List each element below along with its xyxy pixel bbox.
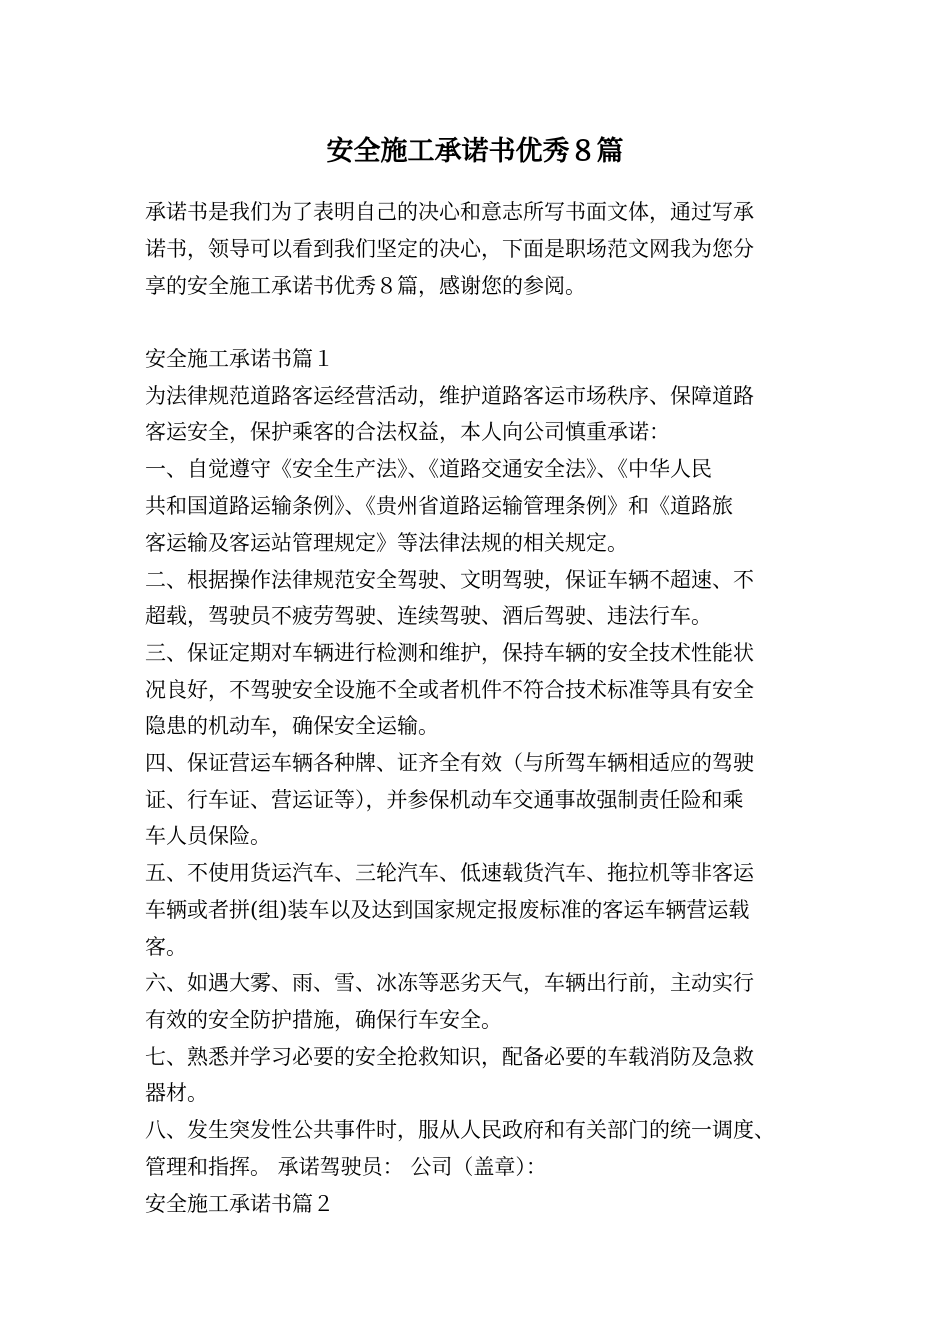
body-line: 四、保证营运车辆各种牌、证齐全有效（与所驾车辆相适应的驾驶 xyxy=(145,751,754,775)
body-line: 一、自觉遵守《安全生产法》、《道路交通安全法》、《中华人民 xyxy=(145,457,712,481)
document-title: 安全施工承诺书优秀８篇 xyxy=(326,136,624,167)
body-line: 客运安全，保护乘客的合法权益，本人向公司慎重承诺： xyxy=(145,420,670,444)
body-line: 为法律规范道路客运经营活动，维护道路客运市场秩序、保障道路 xyxy=(145,384,754,408)
body-line: 五、不使用货运汽车、三轮汽车、低速载货汽车、拖拉机等非客运 xyxy=(145,861,754,885)
body-line: 车人员保险。 xyxy=(145,824,271,848)
section-heading-2: 安全施工承诺书篇２ xyxy=(145,1192,334,1216)
body-line: 隐患的机动车，确保安全运输。 xyxy=(145,714,439,738)
body-line: 二、根据操作法律规范安全驾驶、文明驾驶，保证车辆不超速、不 xyxy=(145,568,754,592)
intro-line-2: 诺书，领导可以看到我们坚定的决心，下面是职场范文网我为您分 xyxy=(145,237,754,261)
body-line: 器材。 xyxy=(145,1081,208,1105)
body-line: 有效的安全防护措施，确保行车安全。 xyxy=(145,1008,502,1032)
body-line: 客运输及客运站管理规定》等法律法规的相关规定。 xyxy=(145,531,628,555)
body-line: 共和国道路运输条例》、《贵州省道路运输管理条例》和《道路旅 xyxy=(145,494,733,518)
body-line: 三、保证定期对车辆进行检测和维护，保持车辆的安全技术性能状 xyxy=(145,641,754,665)
intro-line-3: 享的安全施工承诺书优秀８篇，感谢您的参阅。 xyxy=(145,274,586,298)
section-heading-1: 安全施工承诺书篇１ xyxy=(145,347,334,371)
body-line: 六、如遇大雾、雨、雪、冰冻等恶劣天气，车辆出行前，主动实行 xyxy=(145,971,754,995)
body-line: 证、行车证、营运证等），并参保机动车交通事故强制责任险和乘 xyxy=(145,788,744,812)
intro-line-1: 承诺书是我们为了表明自己的决心和意志所写书面文体，通过写承 xyxy=(145,200,754,224)
body-line: 七、熟悉并学习必要的安全抢救知识，配备必要的车载消防及急救 xyxy=(145,1045,754,1069)
body-line: 客。 xyxy=(145,935,187,959)
signature-line: 管理和指挥。 承诺驾驶员： 公司（盖章）： xyxy=(145,1155,547,1179)
body-line: 超载，驾驶员不疲劳驾驶、连续驾驶、酒后驾驶、违法行车。 xyxy=(145,604,712,628)
body-line: 况良好，不驾驶安全设施不全或者机件不符合技术标准等具有安全 xyxy=(145,678,754,702)
body-line: 车辆或者拼(组)装车以及达到国家规定报废标准的客运车辆营运载 xyxy=(145,898,750,922)
body-line: 八、发生突发性公共事件时，服从人民政府和有关部门的统一调度、 xyxy=(145,1118,775,1142)
